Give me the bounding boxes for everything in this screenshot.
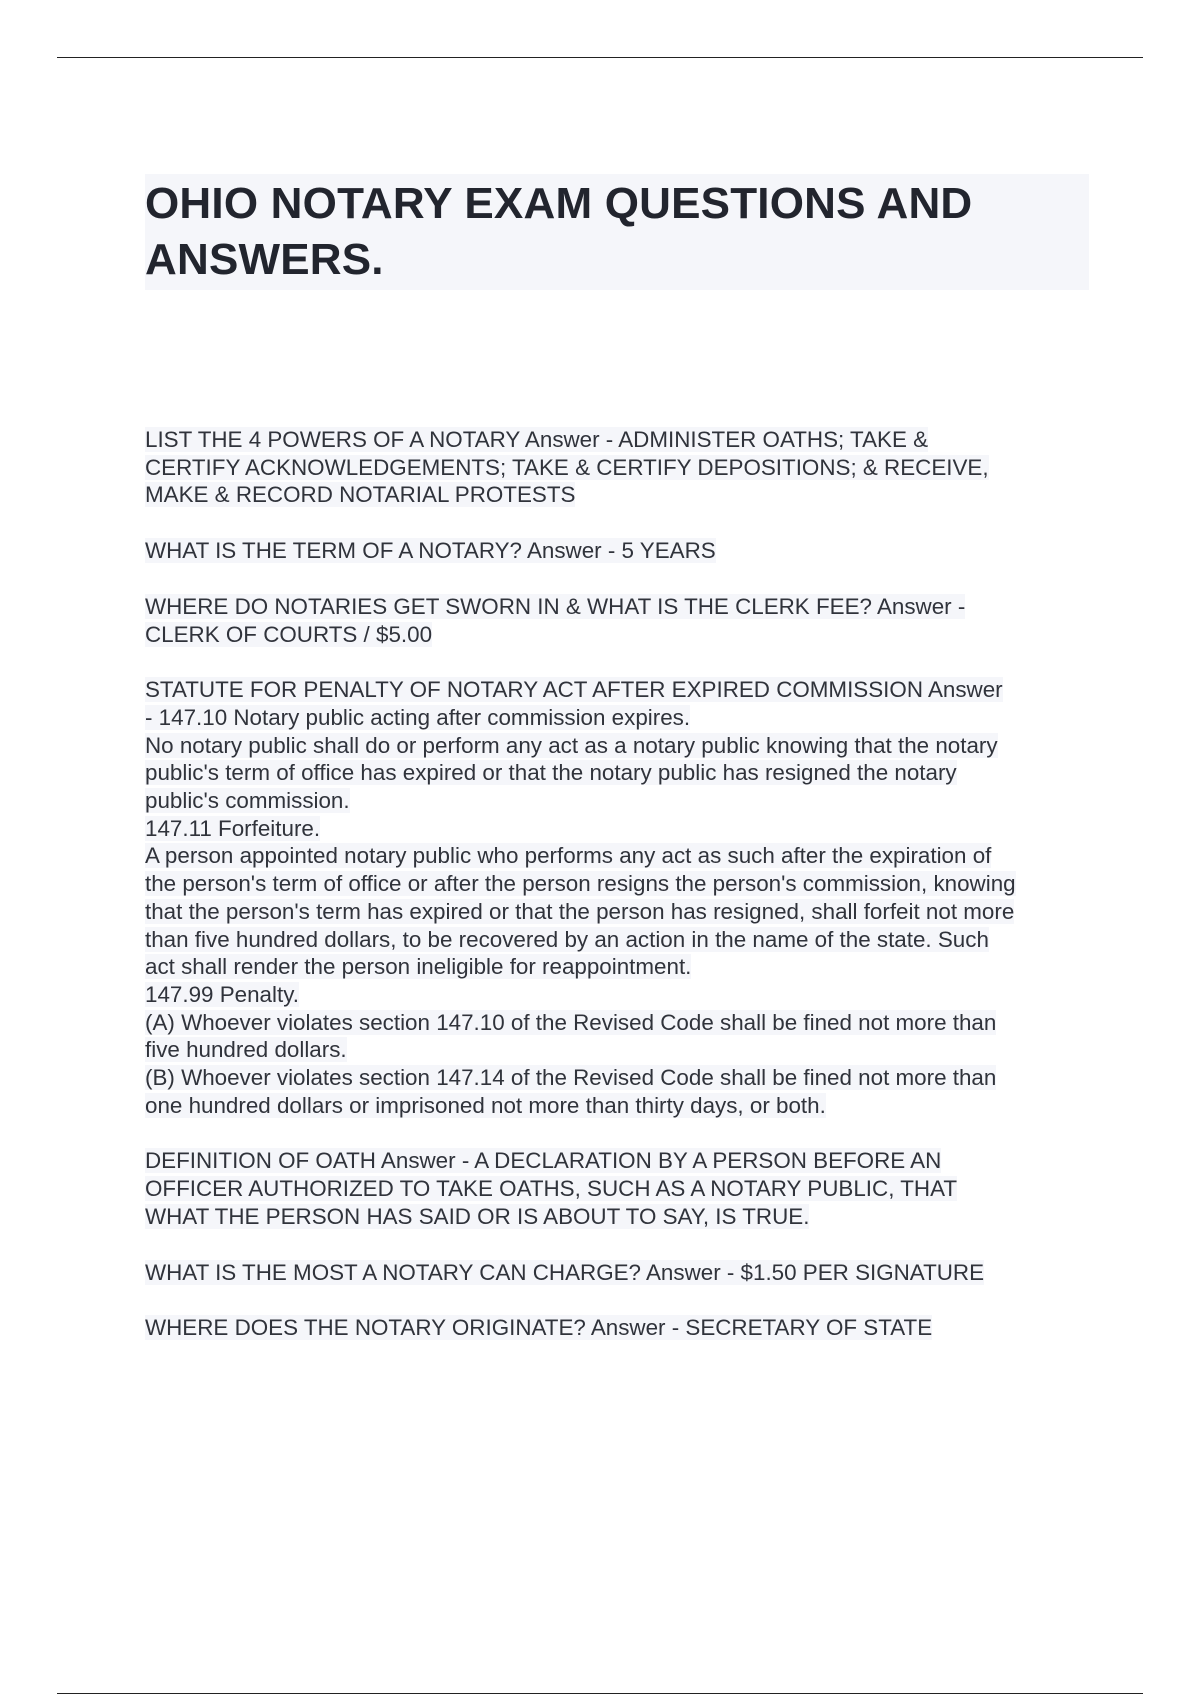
- qa-line: CERTIFY ACKNOWLEDGEMENTS; TAKE & CERTIFY DEPOSITIONS; & RECEIVE,: [145, 454, 989, 480]
- qa-line: DEFINITION OF OATH Answer - A DECLARATION BY A PERSON BEFORE AN: [145, 1148, 942, 1174]
- qa-line: - 147.10 Notary public acting after commission expires.: [145, 704, 691, 730]
- qa-line: public's commission.: [145, 788, 350, 814]
- qa-item: [145, 537, 1089, 565]
- qa-line: WHERE DO NOTARIES GET SWORN IN & WHAT IS THE CLERK FEE? Answer -: [145, 593, 966, 619]
- qa-line: (B) Whoever violates section 147.14 of the Revised Code shall be fined not more than: [145, 1065, 997, 1091]
- qa-item: [145, 426, 1089, 509]
- qa-line: 147.11 Forfeiture.: [145, 815, 321, 841]
- qa-line: that the person's term has expired or that the person has resigned, shall forfeit not more: [145, 898, 1015, 924]
- title-block: [145, 174, 1089, 290]
- qa-line: OFFICER AUTHORIZED TO TAKE OATHS, SUCH AS A NOTARY PUBLIC, THAT: [145, 1176, 958, 1202]
- qa-line: STATUTE FOR PENALTY OF NOTARY ACT AFTER EXPIRED COMMISSION Answer: [145, 677, 1003, 703]
- qa-line: LIST THE 4 POWERS OF A NOTARY Answer - ADMINISTER OATHS; TAKE &: [145, 427, 929, 452]
- qa-line: A person appointed notary public who performs any act as such after the expiration of: [145, 843, 992, 869]
- qa-item: [145, 593, 1089, 648]
- qa-line: five hundred dollars.: [145, 1037, 347, 1063]
- qa-line: No notary public shall do or perform any act as a notary public knowing that the notary: [145, 732, 998, 758]
- qa-line: public's term of office has expired or that the notary public has resigned the notary: [145, 760, 957, 786]
- title-line: OHIO NOTARY EXAM QUESTIONS AND: [145, 179, 973, 228]
- qa-line: CLERK OF COURTS / $5.00: [145, 621, 433, 647]
- qa-line: WHAT IS THE MOST A NOTARY CAN CHARGE? Answer - $1.50 PER SIGNATURE: [145, 1259, 985, 1285]
- qa-line: 147.99 Penalty.: [145, 981, 299, 1007]
- top-divider: [57, 57, 1143, 58]
- qa-item: [145, 1314, 1089, 1342]
- qa-item: [145, 1259, 1089, 1287]
- qa-line: than five hundred dollars, to be recovered by an action in the name of the state. Such: [145, 926, 989, 952]
- title-line: ANSWERS.: [145, 235, 384, 284]
- qa-item: [145, 1147, 1089, 1230]
- qa-line: the person's term of office or after the person resigns the person's commission, knowing: [145, 871, 1016, 897]
- qa-line: one hundred dollars or imprisoned not more than thirty days, or both.: [145, 1092, 826, 1118]
- bottom-divider: [57, 1693, 1143, 1694]
- qa-line: MAKE & RECORD NOTARIAL PROTESTS: [145, 482, 576, 508]
- qa-item: [145, 676, 1089, 1119]
- qa-line: act shall render the person ineligible for reappointment.: [145, 954, 692, 980]
- document-title: [145, 174, 1089, 290]
- qa-line: WHAT IS THE TERM OF A NOTARY? Answer - 5 YEARS: [145, 538, 716, 564]
- qa-line: WHAT THE PERSON HAS SAID OR IS ABOUT TO SAY, IS TRUE.: [145, 1203, 810, 1229]
- qa-line: WHERE DOES THE NOTARY ORIGINATE? Answer - SECRETARY OF STATE: [145, 1315, 933, 1341]
- qa-list: [145, 426, 1089, 1370]
- qa-line: (A) Whoever violates section 147.10 of the Revised Code shall be fined not more than: [145, 1009, 997, 1035]
